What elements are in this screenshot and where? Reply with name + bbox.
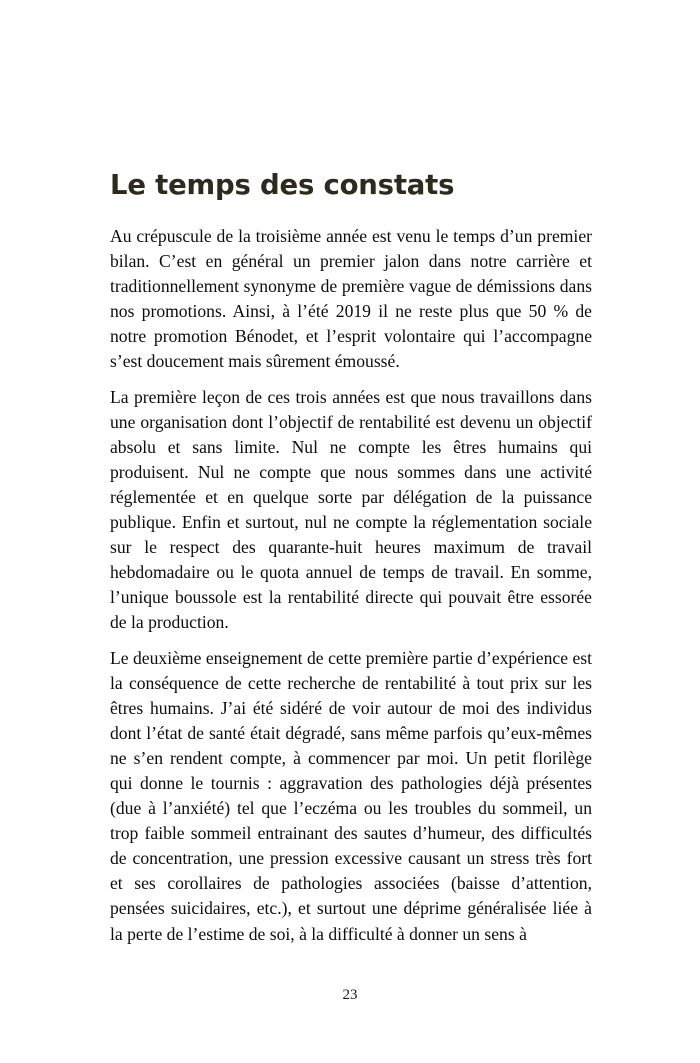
page-number: 23 xyxy=(342,987,358,1003)
paragraph: La première leçon de ces trois années est que nous travaillons dans une organisation dont l’objectif de rentabilité est devenu un objectif absolu et sans limite. Nul ne compte les êtres humains qui produisent. Nul ne compte que nous sommes dans une activité réglementée et en quelque sorte par délégation de la puissance publique. Enfin et surtout, nul ne compte la réglementation sociale sur le respect des quarante-huit heures maximum de travail hebdomadaire ou le quota annuel de temps de travail. En somme, l’unique boussole est la rentabilité directe qui pouvait être essorée de la production. xyxy=(110,386,592,633)
paragraph: Au crépuscule de la troisième année est venu le temps d’un premier bilan. C’est en général un premier jalon dans notre carrière et traditionnellement synonyme de première vague de démissions dans nos promotions. Ainsi, à l’été 2019 il ne reste plus que 50 % de notre promotion Bénodet, et l’esprit volontaire qui l’accompagne s’est doucement mais sûrement émoussé. xyxy=(110,226,592,372)
paragraph: Le deuxième enseignement de cette première partie d’expérience est la conséquence de cette recherche de rentabilité à tout prix sur les êtres humains. J’ai été sidéré de voir autour de moi des individus dont l’état de santé était dégradé, sans même parfois qu’eux-mêmes ne s’en rendent compte, à commencer par moi. Un petit florilège qui donne le tournis : aggravation des pathologies déjà présentes (due à l’anxiété) tel que l’eczéma ou les troubles du sommeil, un trop faible sommeil entrainant des sautes d’humeur, des difficultés de concentration, une pression excessive causant un stress très fort et ses corollaires de pathologies associées (baisse d’attention, pensées suicidaires, etc.), et surtout une déprime généralisée liée à la perte de l’estime de soi, à la difficulté à donner un sens à xyxy=(110,647,592,944)
body-text-block xyxy=(110,224,592,947)
chapter-title: Le temps des constats xyxy=(110,169,455,201)
